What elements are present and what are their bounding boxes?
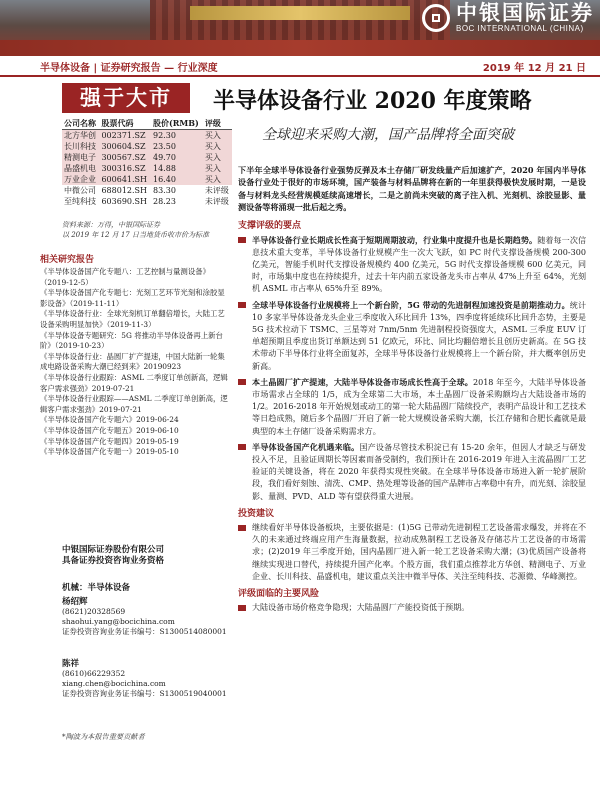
bullet-text: 统计 10 多家半导体设备龙头企业三季度收入环比回升 13%，四季度将延续环比回升态势，主要是 5G 技术拉动下 TSMC、三星等对 7nm/5nm 先进制程投资强度大，ASML 三季度 EUV 订单超预期且季度出货订单额达到 51 亿欧元，环比、同比均翻倍增长且创历史新高。在 5G 技术带动下半导体行业将全面复苏，全球半导体设备行业规模将上一个新台阶，并大概率创历史新高。 [252,300,587,371]
section-heading-risk: 评级面临的主要风险 [238,588,320,599]
list-item: 《半导体设备行业跟踪——ASML 二季度订单创新高，逻辑客户需求强劲》2019-07-21 [40,394,228,414]
cell: 92.30 [151,130,203,142]
table-row [62,141,232,152]
col-company: 公司名称 [62,118,99,130]
bullet-square-icon [238,605,246,611]
analyst-cert: 证券投资咨询业务证书编号：S1300519040001 [62,689,227,698]
table-source [62,220,232,240]
main-content [238,164,586,617]
analyst-info [62,583,232,699]
bullet-lead: 本土晶圆厂扩产提速，大陆半导体设备市场成长性高于全球。 [252,376,473,387]
cell: 300316.SZ [99,163,151,174]
boc-logo-icon [422,4,450,32]
cell: 300604.SZ [99,141,151,152]
cell: 买入 [203,152,232,163]
bullet-square-icon [238,237,246,243]
table-row [62,152,232,163]
related-reports-heading: 相关研究报告 [40,255,95,265]
bullet-point [238,522,586,583]
company-name: 中银国际证券股份有限公司 [62,545,165,555]
intro-paragraph: 下半年全球半导体设备行业强势反弹及本土存储厂研发线量产后加速扩产，2020 年国内半导体设备行业处于很好的市场环境，国产装备与材料品牌将在新的一年里获得极快发展时期，一是设备与材料龙头经营规模延续高速增长，二是之前尚未突破的离子注入机、光刻机、涂胶显影、量测设备等将涌现一批后起之秀。 [238,165,586,213]
cell: 精测电子 [62,152,99,163]
cell: 300567.SZ [99,152,151,163]
list-item: 《半导体设备国产化专题六》2019-06-24 [40,415,179,425]
list-item: 《半导体设备行业：晶圆厂扩产提速，中国大陆新一轮集成电路设备采购大潮已经到来》20190923 [40,351,225,372]
cell: 万业企业 [62,174,99,185]
source-line: 资料来源：万得，中银国际证券 [62,221,160,229]
cell: 买入 [203,174,232,185]
bullet-lead: 半导体设备行业长期成长性高于短期周期波动，行业集中度提升也是长期趋势。 [252,234,538,245]
cell: 买入 [203,141,232,152]
cell: 中微公司 [64,186,96,195]
table-row [62,185,232,196]
bullet-square-icon [238,525,246,531]
analyst-email: shaohui.yang@bocichina.com [62,617,175,626]
related-reports-list [40,267,230,458]
cell: 买入 [203,163,232,174]
cell: 600641.SH [99,174,151,185]
col-price: 股价(RMB) [151,118,203,130]
cell: 14.88 [151,163,203,174]
bullet-square-icon [238,444,246,450]
report-date: 2019 年 12 月 21 日 [482,63,586,74]
analyst-phone: (8621)20328569 [62,607,126,616]
col-code: 股票代码 [99,118,151,130]
page-title: 半导体设备行业 2020 年度策略 [213,88,532,114]
list-item: 《半导体设备行业跟踪：ASML 二季度订单创新高，逻辑客户需求强劲》2019-07-21 [40,372,228,393]
cell: 002371.SZ [99,130,151,142]
cell: 603690.SH [101,197,147,206]
cell: 晶盛机电 [62,163,99,174]
page-subtitle: 全球迎来采购大潮，国产品牌将全面突破 [262,127,514,143]
cell: 至纯科技 [64,197,96,206]
bullet-lead: 半导体设备国产化机遇来临。 [252,441,360,452]
bullet-point [238,441,586,503]
bullet-text: 2018 年至今，大陆半导体设备市场需求占全球的 1/5，成为全球第二大市场，本土晶圆厂设备采购额均占大陆设备市场的 1/2。2016-2018 年开始规划或动工的第一轮大陆晶圆厂陆续投产，表明产品设计和工艺技术等日趋成熟，随后多个晶圆厂开启了新一轮大规模设备采购大潮，长江存储和合肥长鑫就是最典型的本土存储厂设备采购需求方。 [252,377,587,436]
stock-table [62,118,232,207]
list-item: 《半导体设备国产化专题四》2019-05-19 [40,436,179,446]
bullet-point [238,299,586,373]
bullet-point [238,376,586,438]
banner-wall [0,40,600,56]
cell: 23.50 [151,141,203,152]
analyst-cert: 证券投资咨询业务证书编号：S1300514080001 [62,627,227,636]
cell: 长川科技 [62,141,99,152]
brand-name-cn: 中银国际证券 [456,0,594,25]
analyst-industry: 机械：半导体设备 [62,583,131,593]
risk-text: 大陆设备市场价格竞争隐现；大陆晶圆厂产能投资低于预期。 [252,602,470,612]
cell: 16.40 [151,174,203,185]
table-row [62,174,232,185]
list-item: 《半导体设备国产化专题五》2019-06-10 [40,425,179,435]
bullet-square-icon [238,302,246,308]
company-qualification: 具备证券投资咨询业务资格 [62,556,165,566]
list-item: 《半导体设备专题研究：5G 将推动半导体设备再上新台阶》（2019-10-23） [40,330,223,351]
report-category-bar [0,56,600,77]
cell: 28.23 [153,197,176,206]
list-item: 《半导体设备行业：全球光刻机订单翻倍增长，大陆工艺设备采购明显加快》（2019-11-3） [40,309,225,329]
section-heading-investment: 投资建议 [238,508,275,519]
cell: 买入 [203,130,232,142]
contributor-note: *陶波为本报告重要贡献者 [62,732,145,741]
bullet-point [238,234,586,296]
header-banner [0,0,600,56]
analyst-name: 陈祥 [62,659,80,669]
analyst-email: xiang.chen@bocichina.com [62,679,166,688]
cell: 未评级 [204,186,229,195]
report-category: 半导体设备 | 证券研究报告 — 行业深度 [40,63,218,74]
bullet-point [238,602,586,614]
investment-text: 继续看好半导体设备板块，主要依据是：(1)5G 已带动先进制程工艺设备需求爆发，并将在不久的未来通过终端应用产生海量数据，拉动成熟制程工艺设备及存储芯片工艺设备的市场需求；(2)2019 年三季度开始，国内晶圆厂进入新一轮工艺设备采购大潮；(3)优质国产设备将继续实现进口替代，持续提升国产化率。个股方面，我们重点推荐北方华创、精测电子、万业企业、长川科技、晶盛机电，建议重点关注中微半导体、关注至纯科技、芯源微、华峰测控。 [252,522,586,581]
analyst-name: 杨绍辉 [62,597,88,607]
list-item: 《半导体设备国产化专题一》2019-05-10 [40,447,179,457]
source-line: 以 2019 年 12 月 17 日当地货币收市价为标准 [62,231,209,239]
bullet-lead: 全球半导体设备行业规模将上一个新台阶，5G 带动的先进制程加速投资是前期推动力。 [252,299,570,310]
analyst-phone: (8610)66229352 [62,669,126,678]
table-row [62,163,232,174]
banner-gold-sign [190,6,410,20]
cell: 49.70 [151,152,203,163]
rating-badge: 强于大市 [62,83,190,113]
col-rating: 评级 [203,118,232,130]
brand-name-en: BOC INTERNATIONAL (CHINA) [456,24,584,33]
bullet-text: 国产设备尽管技术积淀已有 15-20 余年，但因人才缺乏与研发投入不足，且验证周期长等因素而备受制约，我们预计在 2016-2019 年进入主流晶圆厂工艺验证的关键设备，将在 2020 年获得实现性突破。在全球半导体设备市场进入新一轮扩展阶段，我们看好刻蚀、清洗、CMP、热处理等设备的国产品牌市占率稳中有升，而光刻、涂胶显影、量测、PVD、ALD 等有望获得重大进展。 [252,442,586,501]
company-info [62,545,164,567]
bullet-square-icon [238,379,246,385]
list-item: 《半导体设备国产化专题七：光刻工艺环节光刻和涂胶显影设备》（2019-11-11） [40,288,225,308]
cell: 北方华创 [62,130,99,142]
section-heading-rating-points: 支撑评级的要点 [238,220,302,231]
stock-table-header [62,118,232,130]
brand-logo [422,2,594,33]
list-item: 《半导体设备国产化专题八：工艺控制与量测设备》（2019-12-5） [40,267,210,287]
table-row [62,196,232,207]
bullet-text: 随着每一次信息技术重大变革，半导体设备行业规模产生一次大飞跃，如 PC 时代支撑设备规模 200-300 亿美元，智能手机时代支撑设备规模约 400 亿美元，5G 时代支撑设备规模 600 亿美元，同时，市场集中度也在持续提升，过去十年内前五家设备龙头市占率从 47%上升至 64%，光刻机 ASML 市占率从 65%升至 89%。 [252,235,587,294]
cell: 83.30 [153,186,176,195]
cell: 688012.SH [101,186,147,195]
cell: 未评级 [204,197,229,206]
table-row [62,130,232,142]
